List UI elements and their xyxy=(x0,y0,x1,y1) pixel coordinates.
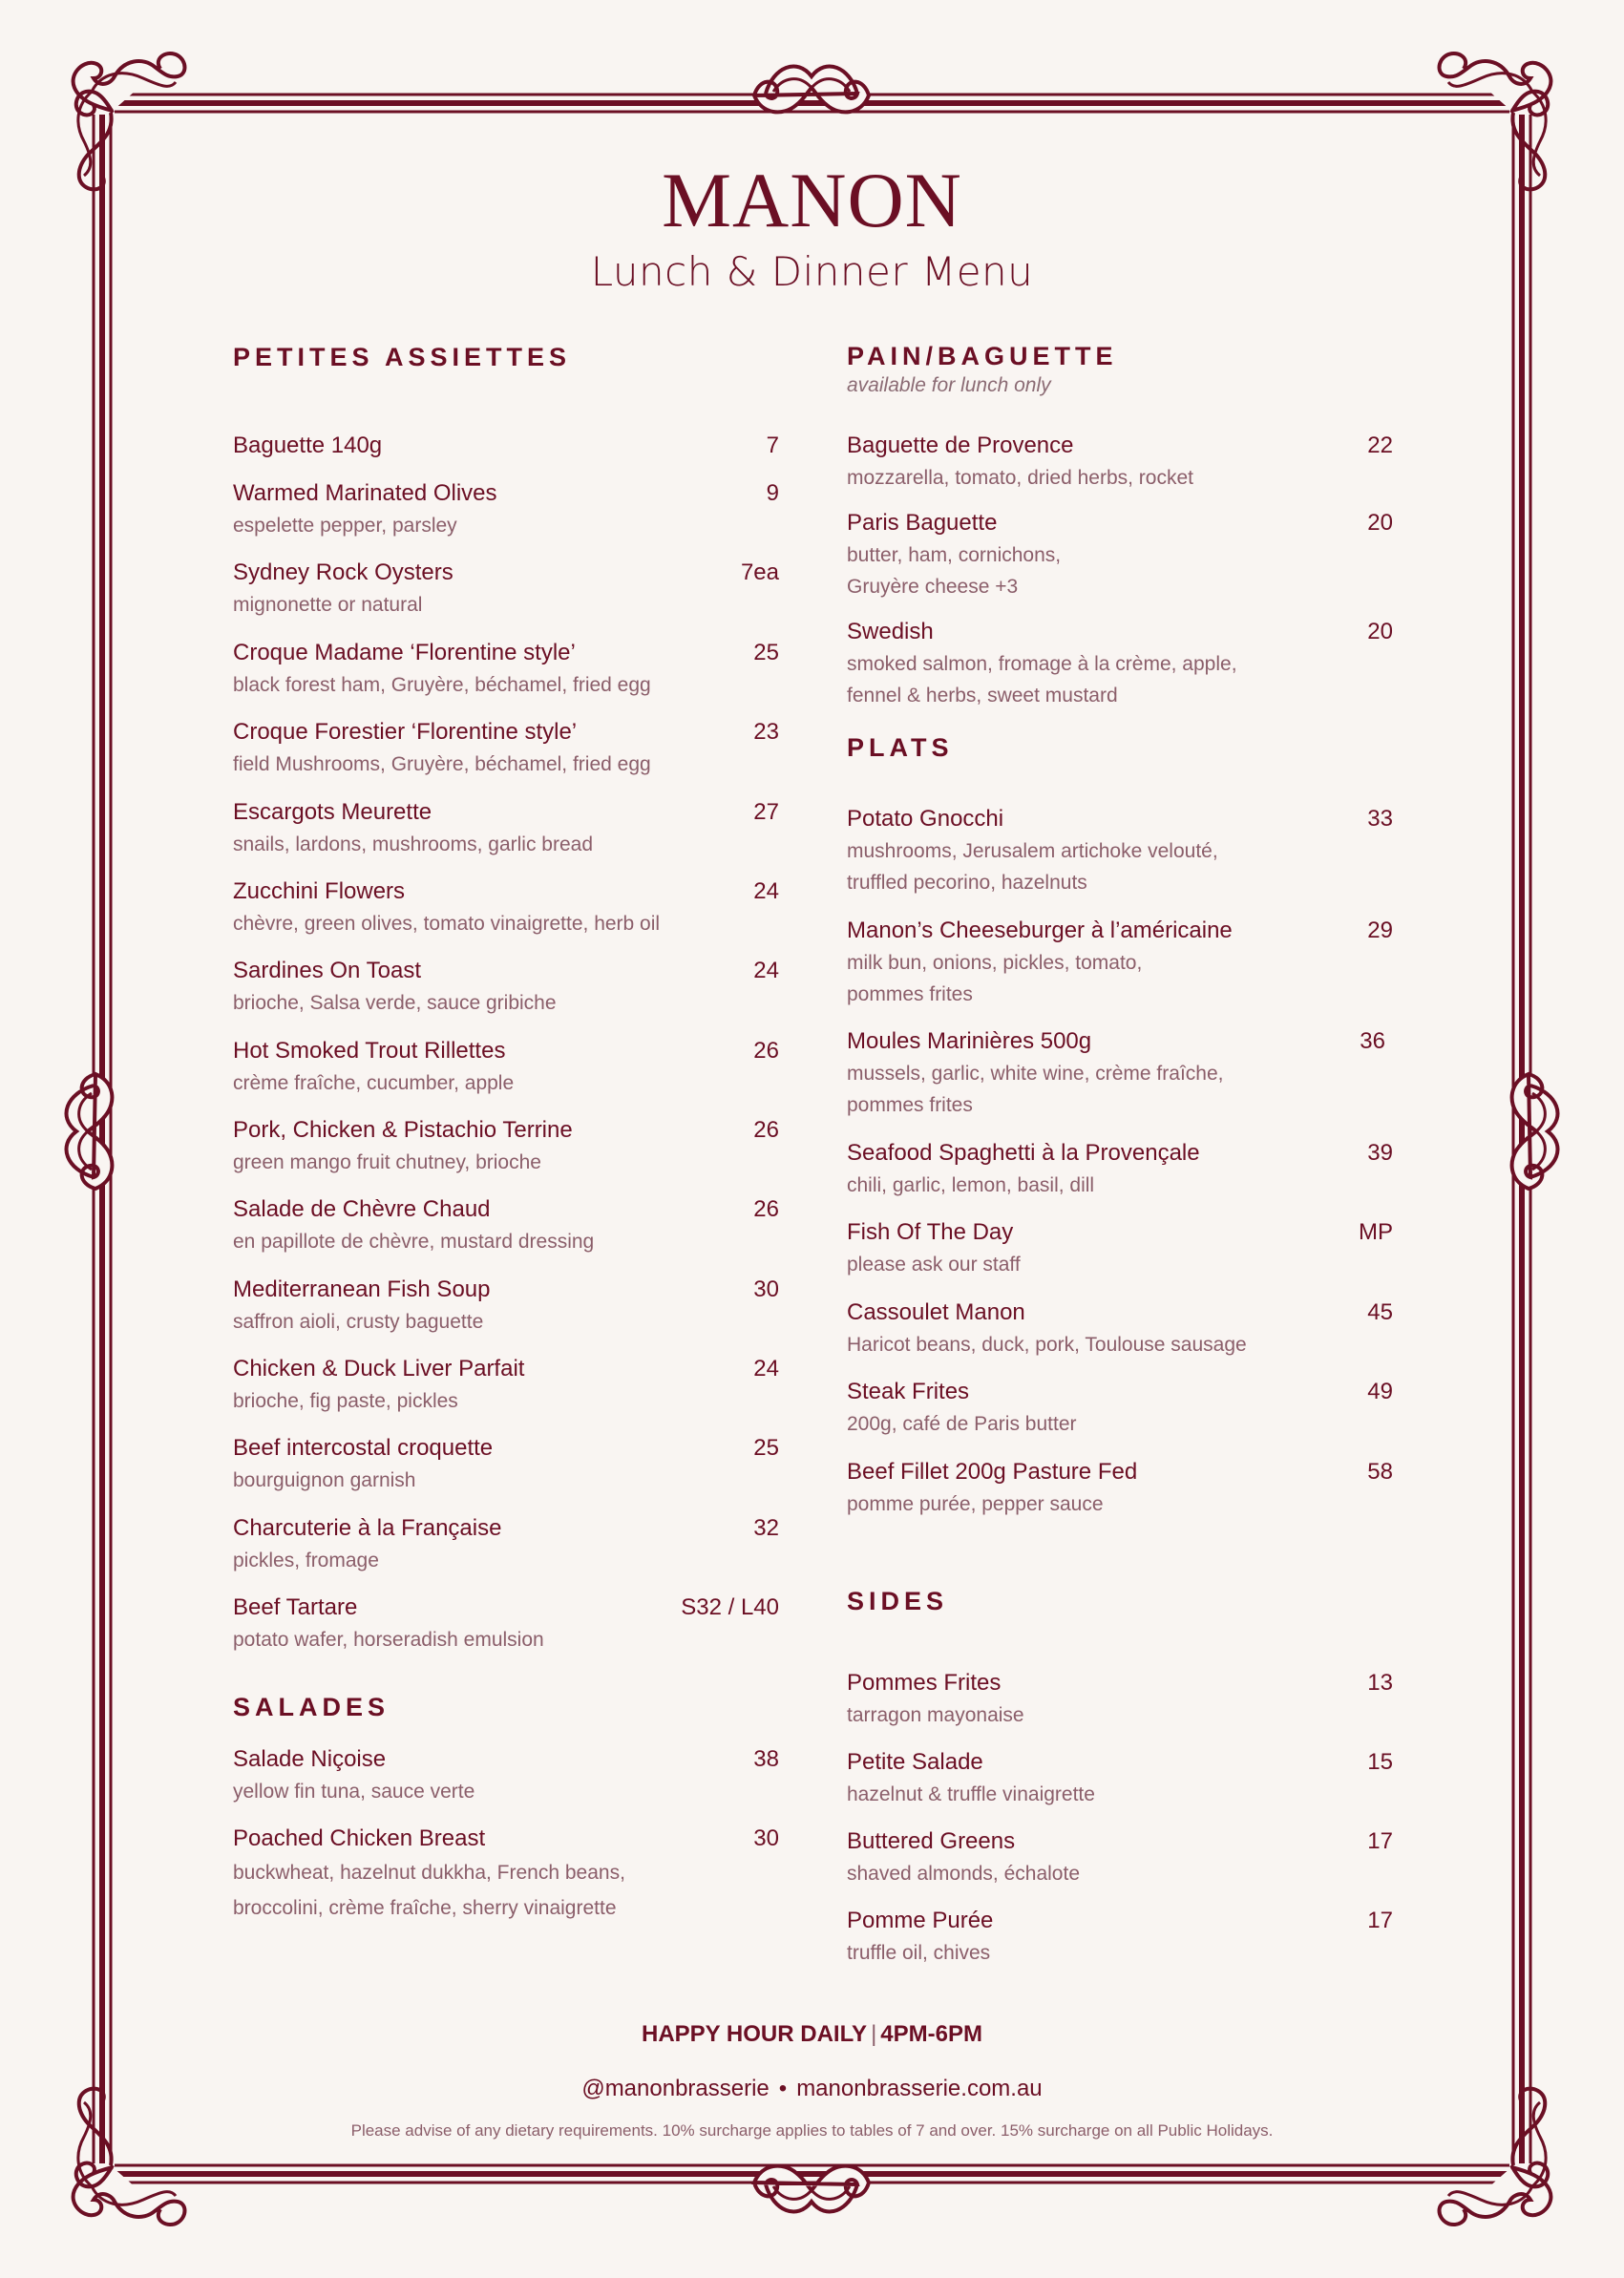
item-price: 39 xyxy=(1367,1140,1393,1166)
item-name: Moules Marinières 500g xyxy=(847,1028,1092,1054)
section-title: PLATS xyxy=(847,733,954,762)
menu-item xyxy=(233,796,779,860)
menu-item xyxy=(233,1823,779,1926)
section-title: SALADES xyxy=(233,1693,390,1721)
menu-item xyxy=(233,955,779,1019)
item-price: 33 xyxy=(1367,806,1393,832)
item-name: Paris Baguette xyxy=(847,510,998,536)
item-description: mignonette or natural xyxy=(233,594,423,616)
item-description: brioche, Salsa verde, sauce gribiche xyxy=(233,992,557,1014)
item-price: S32 / L40 xyxy=(681,1594,779,1620)
item-price: 13 xyxy=(1367,1670,1393,1696)
section-title: PAIN/BAGUETTE xyxy=(847,342,1118,370)
item-price: 30 xyxy=(753,1276,779,1302)
item-price: 45 xyxy=(1367,1299,1393,1325)
menu-item xyxy=(847,1216,1393,1280)
item-price: 24 xyxy=(753,878,779,904)
section-sides xyxy=(847,1585,1393,1617)
item-price: 25 xyxy=(753,1435,779,1461)
item-description: please ask our staff xyxy=(847,1254,1021,1276)
item-name: Pommes Frites xyxy=(847,1670,1002,1696)
menu-item xyxy=(847,1667,1393,1731)
item-price: 38 xyxy=(753,1746,779,1772)
menu-item xyxy=(847,430,1393,494)
section-petites-assiettes xyxy=(233,341,779,373)
item-name: Croque Madame ‘Florentine style’ xyxy=(233,640,576,665)
item-description: chili, garlic, lemon, basil, dill xyxy=(847,1174,1095,1196)
item-name: Swedish xyxy=(847,619,934,644)
menu-item xyxy=(233,1512,779,1576)
item-description: truffle oil, chives xyxy=(847,1942,991,1964)
menu-item xyxy=(847,803,1393,898)
divider: | xyxy=(871,2021,877,2047)
item-price: 24 xyxy=(753,1356,779,1382)
item-description: mozzarella, tomato, dried herbs, rocket xyxy=(847,467,1193,489)
instagram-handle-link[interactable]: @manonbrasserie xyxy=(581,2076,770,2101)
contact-line xyxy=(0,2074,1624,2104)
menu-item xyxy=(233,1743,779,1807)
menu-item xyxy=(847,1746,1393,1810)
item-name: Baguette 140g xyxy=(233,432,383,458)
item-name: Cassoulet Manon xyxy=(847,1299,1025,1325)
menu-item xyxy=(233,477,779,541)
item-description: potato wafer, horseradish emulsion xyxy=(233,1629,544,1651)
item-price: 27 xyxy=(753,799,779,825)
item-price: 20 xyxy=(1367,619,1393,644)
item-name: Hot Smoked Trout Rillettes xyxy=(233,1038,506,1064)
section-salades xyxy=(233,1691,779,1723)
restaurant-name: MANON xyxy=(662,157,962,243)
left-column xyxy=(233,0,779,2278)
item-description: pomme purée, pepper sauce xyxy=(847,1493,1104,1515)
section-plats xyxy=(847,731,1393,764)
happy-hour-label: HAPPY HOUR DAILY xyxy=(642,2021,868,2047)
item-description: green mango fruit chutney, brioche xyxy=(233,1151,541,1173)
item-description: pommes frites xyxy=(847,983,973,1005)
item-description: tarragon mayonaise xyxy=(847,1704,1024,1726)
item-name: Beef intercostal croquette xyxy=(233,1435,494,1461)
section-pain-baguette xyxy=(847,340,1393,399)
menu-item xyxy=(233,1114,779,1178)
happy-hour-time: 4PM-6PM xyxy=(880,2021,982,2047)
menu-item xyxy=(233,875,779,939)
item-name: Petite Salade xyxy=(847,1749,983,1775)
item-price: 26 xyxy=(753,1117,779,1143)
item-name: Manon’s Cheeseburger à l’américaine xyxy=(847,918,1233,943)
item-description: truffled pecorino, hazelnuts xyxy=(847,872,1087,894)
item-description: milk bun, onions, pickles, tomato, xyxy=(847,952,1143,974)
item-description: brioche, fig paste, pickles xyxy=(233,1390,458,1412)
item-price: 7ea xyxy=(740,559,779,585)
menu-item xyxy=(233,1193,779,1257)
bullet-separator: • xyxy=(778,2076,788,2101)
item-description: espelette pepper, parsley xyxy=(233,515,457,537)
item-name: Seafood Spaghetti à la Provençale xyxy=(847,1140,1200,1166)
item-description: Haricot beans, duck, pork, Toulouse sausage xyxy=(847,1334,1247,1356)
menu-item xyxy=(847,1376,1393,1440)
menu-item xyxy=(233,1432,779,1496)
item-description: pickles, fromage xyxy=(233,1550,379,1571)
item-price: 36 xyxy=(1360,1028,1385,1054)
item-name: Baguette de Provence xyxy=(847,432,1074,458)
item-name: Zucchini Flowers xyxy=(233,878,406,904)
menu-item xyxy=(847,1825,1393,1889)
item-description: field Mushrooms, Gruyère, béchamel, fried egg xyxy=(233,753,651,775)
menu-item xyxy=(847,1905,1393,1969)
item-price: 17 xyxy=(1367,1908,1393,1933)
item-name: Beef Fillet 200g Pasture Fed xyxy=(847,1459,1138,1485)
item-description: smoked salmon, fromage à la crème, apple, xyxy=(847,653,1237,675)
item-description: mussels, garlic, white wine, crème fraîche, xyxy=(847,1063,1224,1085)
item-price: 9 xyxy=(766,480,779,506)
menu-item xyxy=(233,557,779,621)
menu-item xyxy=(233,637,779,701)
item-description: pommes frites xyxy=(847,1094,973,1116)
item-description: bourguignon garnish xyxy=(233,1469,416,1491)
item-name: Warmed Marinated Olives xyxy=(233,480,497,506)
item-price: 29 xyxy=(1367,918,1393,943)
menu-item xyxy=(233,716,779,780)
item-description: 200g, café de Paris butter xyxy=(847,1413,1077,1435)
menu-item xyxy=(233,1353,779,1417)
item-name: Salade Niçoise xyxy=(233,1746,387,1772)
item-price: 20 xyxy=(1367,510,1393,536)
item-name: Sardines On Toast xyxy=(233,958,422,983)
section-title: SIDES xyxy=(847,1587,949,1615)
item-name: Pork, Chicken & Pistachio Terrine xyxy=(233,1117,573,1143)
item-name: Sydney Rock Oysters xyxy=(233,559,453,585)
item-price: 15 xyxy=(1367,1749,1393,1775)
item-description: chèvre, green olives, tomato vinaigrette, herb oil xyxy=(233,913,661,935)
menu-item xyxy=(847,915,1393,1010)
item-name: Buttered Greens xyxy=(847,1828,1016,1854)
menu-item xyxy=(847,1456,1393,1520)
section-title: PETITES ASSIETTES xyxy=(233,343,572,371)
menu-item xyxy=(233,1035,779,1099)
item-name: Potato Gnocchi xyxy=(847,806,1004,832)
item-price: 49 xyxy=(1367,1379,1393,1404)
item-price: 17 xyxy=(1367,1828,1393,1854)
item-description: yellow fin tuna, sauce verte xyxy=(233,1781,475,1803)
item-price: 24 xyxy=(753,958,779,983)
menu-item xyxy=(847,1297,1393,1360)
item-name: Chicken & Duck Liver Parfait xyxy=(233,1356,525,1382)
item-description: hazelnut & truffle vinaigrette xyxy=(847,1783,1095,1805)
item-description: Gruyère cheese +3 xyxy=(847,576,1019,598)
item-name: Fish Of The Day xyxy=(847,1219,1014,1245)
menu-item xyxy=(233,1592,779,1656)
menu-item xyxy=(233,1274,779,1338)
section-note: available for lunch only xyxy=(847,374,1051,396)
item-name: Charcuterie à la Française xyxy=(233,1515,502,1541)
item-name: Steak Frites xyxy=(847,1379,970,1404)
menu-item xyxy=(847,507,1393,602)
right-column xyxy=(847,0,1393,2278)
menu-item xyxy=(847,1137,1393,1201)
item-price: 23 xyxy=(753,719,779,745)
item-name: Mediterranean Fish Soup xyxy=(233,1276,491,1302)
item-description: broccolini, crème fraîche, sherry vinaigrette xyxy=(233,1897,617,1919)
item-description: fennel & herbs, sweet mustard xyxy=(847,685,1118,707)
item-description: crème fraîche, cucumber, apple xyxy=(233,1072,515,1094)
item-price: 58 xyxy=(1367,1459,1393,1485)
item-description: black forest ham, Gruyère, béchamel, fried egg xyxy=(233,674,651,696)
item-description: snails, lardons, mushrooms, garlic bread xyxy=(233,833,593,855)
item-price: 25 xyxy=(753,640,779,665)
item-price: MP xyxy=(1359,1219,1393,1245)
item-name: Salade de Chèvre Chaud xyxy=(233,1196,491,1222)
menu-item xyxy=(233,430,779,462)
item-price: 30 xyxy=(753,1825,779,1851)
item-price: 26 xyxy=(753,1196,779,1222)
item-description: en papillote de chèvre, mustard dressing xyxy=(233,1231,595,1253)
menu-item xyxy=(847,1025,1393,1121)
item-description: mushrooms, Jerusalem artichoke velouté, xyxy=(847,840,1218,862)
item-price: 26 xyxy=(753,1038,779,1064)
item-price: 7 xyxy=(766,432,779,458)
item-name: Poached Chicken Breast xyxy=(233,1825,486,1851)
item-description: butter, ham, cornichons, xyxy=(847,544,1062,566)
surcharge-note: Please advise of any dietary requirements. 10% surcharge applies to tables of 7 and over. 15% surcharge on all Public Holidays. xyxy=(350,2121,1274,2140)
item-description: shaved almonds, échalote xyxy=(847,1863,1080,1885)
item-description: buckwheat, hazelnut dukkha, French beans, xyxy=(233,1862,625,1884)
item-price: 22 xyxy=(1367,432,1393,458)
item-description: saffron aioli, crusty baguette xyxy=(233,1311,484,1333)
happy-hour-banner xyxy=(0,2019,1624,2050)
item-name: Escargots Meurette xyxy=(233,799,432,825)
item-name: Beef Tartare xyxy=(233,1594,358,1620)
item-name: Pomme Purée xyxy=(847,1908,994,1933)
menu-item xyxy=(847,616,1393,711)
menu-subtitle: Lunch & Dinner Menu xyxy=(590,248,1034,295)
item-name: Croque Forestier ‘Florentine style’ xyxy=(233,719,578,745)
website-link[interactable]: manonbrasserie.com.au xyxy=(796,2076,1043,2101)
item-price: 32 xyxy=(753,1515,779,1541)
